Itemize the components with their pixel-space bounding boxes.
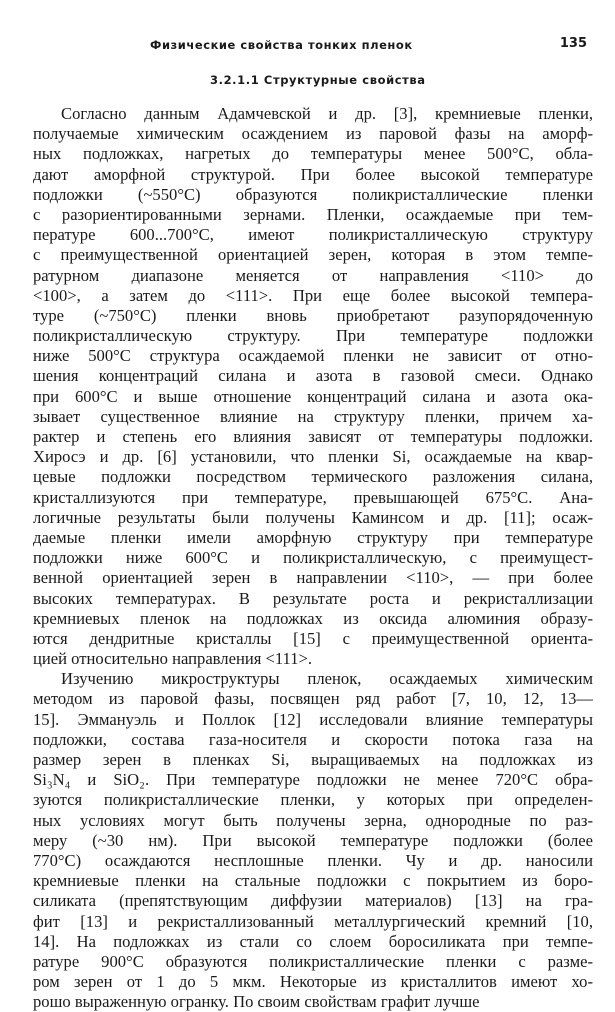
text-line: ратуре 900°C образуются поликристаллические пленки с разме- <box>33 951 593 971</box>
page-number: 135 <box>559 36 587 51</box>
text-line: дают аморфной структурой. При более высокой температуре <box>33 164 593 184</box>
text-line: кристаллизуются при температуре, превышающей 675°C. Ана- <box>33 487 593 507</box>
text-line: ратурном диапазоне меняется от направления <110> до <box>33 265 593 285</box>
text-line: 15]. Эммануэль и Поллок [12] исследовали влияние температуры <box>33 709 593 729</box>
text-line: зуются поликристаллические пленки, у которых при определен- <box>33 790 593 810</box>
text-line: цевые подложки посредством термического разложения силана, <box>33 467 593 487</box>
body-text <box>33 104 593 1012</box>
text-line: ных условиях могут быть получены зерна, однородные по раз- <box>33 810 593 830</box>
text-line: при 600°C и выше отношение концентраций силана и азота ока- <box>33 386 593 406</box>
text-line: с преимущественной ориентацией зерен, которая в этом темпе- <box>33 245 593 265</box>
text-line: шения концентраций силана и азота в газовой смеси. Однако <box>33 366 593 386</box>
text-line: пературе 600...700°C, имеют поликристаллическую структуру <box>33 225 593 245</box>
text-line: цией относительно направления <111>. <box>33 649 313 669</box>
text-line: кремниевых пленок на подложках из оксида алюминия образу- <box>33 608 593 628</box>
text-line: 14]. На подложках из стали со слоем боросиликата при темпе- <box>33 931 593 951</box>
text-line: ром зерен от 1 до 5 мкм. Некоторые из кристаллитов имеют хо- <box>33 972 593 992</box>
text-line: ются дендритные кристаллы [15] с преимущественной ориента- <box>33 628 593 648</box>
text-line: подложки, состава газа-носителя и скорости потока газа на <box>33 729 593 749</box>
text-line: венной ориентацией зерен в направлении <110>, — при более <box>33 568 593 588</box>
text-line: Хиросэ и др. [6] установили, что пленки Si, осаждаемые на квар- <box>33 447 593 467</box>
text-line: 770°C) осаждаются несплошные пленки. Чу и др. наносили <box>33 850 593 870</box>
text-line: рактер и степень его влияния зависят от температуры подложки. <box>33 427 593 446</box>
text-line: туре (~750°C) пленки вновь приобретают разупорядоченную <box>33 305 593 325</box>
paragraph-microstructure <box>33 669 593 1012</box>
text-line: получаемые химическим осаждением из паровой фазы на аморф- <box>33 124 593 144</box>
paragraph-structure <box>33 104 593 669</box>
text-line: высоких температурах. В результате роста и рекристаллизации <box>33 588 593 608</box>
text-line: размер зерен в пленках Si, выращиваемых на подложках из <box>33 750 593 769</box>
text-line: меру (~30 нм). При высокой температуре подложки (более <box>33 830 593 850</box>
text-line: ных подложках, нагретых до температуры менее 500°C, обла- <box>33 144 593 164</box>
text-line: логичные результаты были получены Каминсом и др. [11]; осаж- <box>33 507 593 527</box>
text-line: поликристаллическую структуру. При температуре подложки <box>33 326 593 346</box>
text-line: ниже 500°C структура осаждаемой пленки не зависит от отно- <box>33 346 593 366</box>
text-line: Согласно данным Адамчевской и др. [3], кремниевые пленки, <box>61 104 593 123</box>
text-line: фит [13] и рекристаллизованный металлургический кремний [10, <box>33 911 593 931</box>
text-line: Изучению микроструктуры пленок, осаждаемых химическим <box>61 669 593 689</box>
section-heading: 3.2.1.1 Структурные свойства <box>210 73 426 87</box>
text-line: подложки (~550°C) образуются поликристаллические пленки <box>33 184 593 204</box>
text-line: силиката (препятствующим диффузии материалов) [13] на гра- <box>33 891 593 911</box>
text-line: методом из паровой фазы, посвящен ряд работ [7, 10, 12, 13— <box>33 689 593 709</box>
running-title: Физические свойства тонких пленок <box>150 38 413 52</box>
text-line: <100>, а затем до <111>. При еще более высокой темпера- <box>33 285 593 305</box>
text-line: подложки ниже 600°C и поликристаллическую, с преимущест- <box>33 548 593 568</box>
text-line: рошо выраженную огранку. По своим свойствам графит лучше <box>33 992 480 1012</box>
text-line: кремниевые пленки на стальные подложки с покрытием из боро- <box>33 871 593 891</box>
text-line: даемые пленки имели аморфную структуру при температуре <box>33 527 593 547</box>
text-line: зывает существенное влияние на структуру пленки, причем ха- <box>33 406 593 426</box>
text-line: Si₃N₄ и SiO₂. При температуре подложки не менее 720°C обра- <box>33 770 593 790</box>
text-line: с разориентированными зернами. Пленки, осаждаемые при тем- <box>33 204 593 224</box>
